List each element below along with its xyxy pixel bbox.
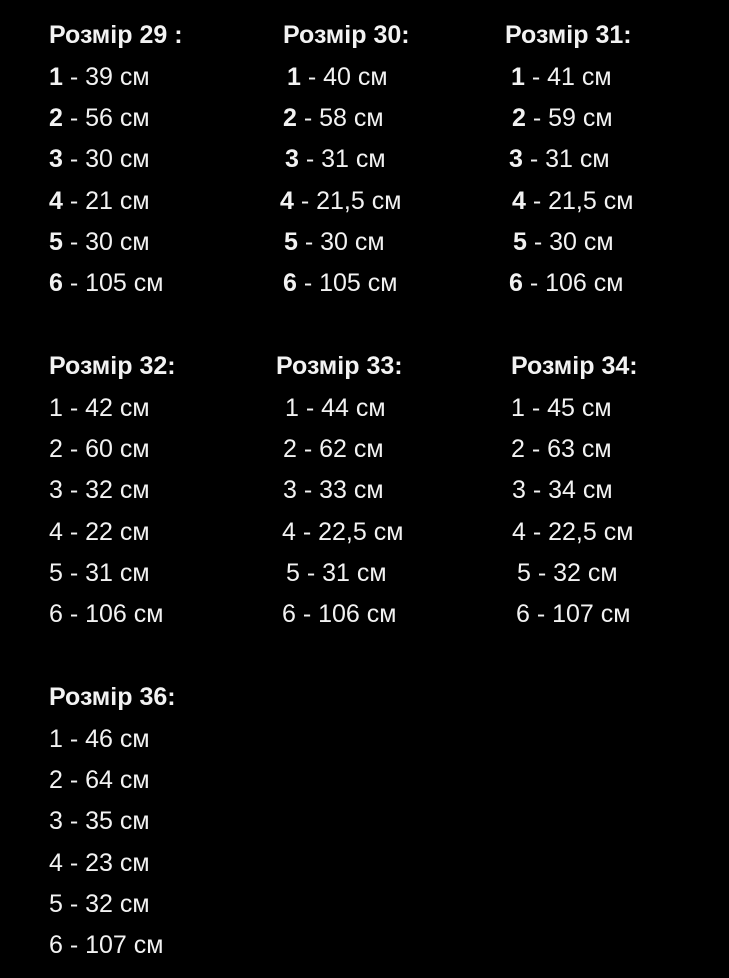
measurement-value: - 62 см	[296, 435, 384, 463]
measurement-row	[49, 599, 163, 629]
measurement-index: 3	[49, 145, 63, 173]
measurement-row	[283, 475, 384, 505]
measurement-index: 3	[509, 145, 523, 173]
measurement-index: 3	[285, 145, 299, 173]
measurement-row	[49, 434, 150, 464]
measurement-row	[511, 393, 612, 423]
measurement-row	[49, 930, 163, 960]
size-group-title: Розмір 32:	[49, 352, 176, 380]
measurement-value: - 21,5 см	[293, 187, 402, 215]
measurement-index: 3	[49, 807, 63, 835]
size-group-36	[49, 682, 269, 972]
measurement-row	[49, 558, 150, 588]
measurement-value: - 21,5 см	[525, 187, 634, 215]
measurement-row	[282, 599, 396, 629]
measurement-value: - 59 см	[525, 104, 613, 132]
measurement-row	[49, 475, 150, 505]
measurement-index: 1	[511, 394, 525, 422]
measurement-value: - 39 см	[62, 63, 150, 91]
measurement-index: 4	[280, 187, 294, 215]
size-group-title: Розмір 34:	[511, 352, 638, 380]
measurement-row	[49, 103, 150, 133]
measurement-row	[282, 517, 403, 547]
measurement-index: 2	[283, 435, 297, 463]
measurement-index: 4	[282, 518, 296, 546]
measurement-value: - 30 см	[297, 228, 385, 256]
measurement-row	[509, 268, 623, 298]
measurement-row	[49, 268, 163, 298]
measurement-index: 6	[49, 931, 63, 959]
measurement-row	[49, 806, 150, 836]
measurement-index: 4	[49, 849, 63, 877]
measurement-row	[511, 434, 612, 464]
measurement-row	[285, 393, 386, 423]
size-group-title: Розмір 29 :	[49, 21, 183, 49]
measurement-row	[49, 765, 150, 795]
measurement-index: 6	[49, 269, 63, 297]
measurement-value: - 35 см	[62, 807, 150, 835]
measurement-value: - 45 см	[524, 394, 612, 422]
measurement-index: 5	[286, 559, 300, 587]
measurement-row	[283, 103, 384, 133]
measurement-value: - 63 см	[524, 435, 612, 463]
measurement-index: 5	[49, 559, 63, 587]
measurement-row	[512, 475, 613, 505]
measurement-value: - 30 см	[62, 145, 150, 173]
measurement-value: - 41 см	[524, 63, 612, 91]
measurement-value: - 31 см	[522, 145, 610, 173]
measurement-value: - 42 см	[62, 394, 150, 422]
measurement-value: - 31 см	[298, 145, 386, 173]
measurement-value: - 44 см	[298, 394, 386, 422]
measurement-value: - 30 см	[62, 228, 150, 256]
measurement-value: - 22,5 см	[295, 518, 404, 546]
measurement-index: 4	[512, 187, 526, 215]
measurement-index: 6	[49, 600, 63, 628]
measurement-row	[516, 599, 630, 629]
measurement-row	[287, 62, 388, 92]
measurement-value: - 33 см	[296, 476, 384, 504]
measurement-row	[49, 227, 150, 257]
size-group-title: Розмір 30:	[283, 21, 410, 49]
measurement-index: 2	[511, 435, 525, 463]
measurement-row	[280, 186, 401, 216]
measurement-row	[49, 186, 150, 216]
measurement-value: - 56 см	[62, 104, 150, 132]
measurement-index: 5	[513, 228, 527, 256]
measurement-index: 4	[49, 187, 63, 215]
measurement-index: 6	[283, 269, 297, 297]
measurement-index: 1	[285, 394, 299, 422]
measurement-value: - 106 см	[295, 600, 397, 628]
size-group-33	[276, 351, 496, 641]
measurement-index: 2	[512, 104, 526, 132]
measurement-index: 5	[517, 559, 531, 587]
size-group-title: Розмір 36:	[49, 683, 176, 711]
measurement-value: - 30 см	[526, 228, 614, 256]
measurement-index: 2	[49, 766, 63, 794]
measurement-value: - 107 см	[62, 931, 164, 959]
measurement-index: 6	[516, 600, 530, 628]
size-group-title: Розмір 31:	[505, 21, 632, 49]
measurement-value: - 31 см	[62, 559, 150, 587]
measurement-row	[49, 848, 150, 878]
measurement-value: - 21 см	[62, 187, 150, 215]
measurement-row	[286, 558, 387, 588]
size-group-30	[280, 20, 493, 310]
measurement-value: - 32 см	[530, 559, 618, 587]
measurement-index: 5	[49, 890, 63, 918]
size-group-title: Розмір 33:	[276, 352, 403, 380]
measurement-row	[284, 227, 385, 257]
measurement-row	[517, 558, 618, 588]
measurement-value: - 106 см	[62, 600, 164, 628]
measurement-index: 1	[287, 63, 301, 91]
measurement-index: 2	[283, 104, 297, 132]
measurement-index: 2	[49, 104, 63, 132]
measurement-row	[283, 268, 397, 298]
measurement-value: - 107 см	[529, 600, 631, 628]
measurement-value: - 22 см	[62, 518, 150, 546]
measurement-index: 1	[49, 725, 63, 753]
measurement-value: - 40 см	[300, 63, 388, 91]
measurement-row	[49, 393, 150, 423]
measurement-row	[49, 144, 150, 174]
measurement-index: 4	[512, 518, 526, 546]
measurement-value: - 58 см	[296, 104, 384, 132]
size-group-31	[505, 20, 705, 310]
size-group-29	[49, 20, 269, 310]
measurement-index: 6	[509, 269, 523, 297]
measurement-value: - 32 см	[62, 890, 150, 918]
measurement-value: - 31 см	[299, 559, 387, 587]
measurement-row	[512, 103, 613, 133]
measurement-index: 3	[49, 476, 63, 504]
measurement-value: - 64 см	[62, 766, 150, 794]
measurement-row	[283, 434, 384, 464]
measurement-value: - 105 см	[62, 269, 164, 297]
measurement-value: - 46 см	[62, 725, 150, 753]
measurement-index: 3	[283, 476, 297, 504]
measurement-row	[49, 517, 150, 547]
measurement-index: 3	[512, 476, 526, 504]
measurement-index: 6	[282, 600, 296, 628]
measurement-index: 1	[49, 63, 63, 91]
measurement-index: 5	[49, 228, 63, 256]
measurement-row	[513, 227, 614, 257]
measurement-row	[49, 889, 150, 919]
measurement-row	[509, 144, 610, 174]
measurement-row	[285, 144, 386, 174]
measurement-value: - 106 см	[522, 269, 624, 297]
measurement-index: 4	[49, 518, 63, 546]
measurement-value: - 60 см	[62, 435, 150, 463]
size-group-34	[511, 351, 711, 641]
measurement-value: - 32 см	[62, 476, 150, 504]
measurement-row	[49, 62, 150, 92]
measurement-row	[511, 62, 612, 92]
measurement-value: - 22,5 см	[525, 518, 634, 546]
measurement-row	[512, 517, 633, 547]
measurement-row	[49, 724, 150, 754]
measurement-index: 5	[284, 228, 298, 256]
size-group-32	[49, 351, 269, 641]
measurement-row	[512, 186, 633, 216]
measurement-value: - 105 см	[296, 269, 398, 297]
measurement-value: - 34 см	[525, 476, 613, 504]
measurement-index: 1	[49, 394, 63, 422]
measurement-value: - 23 см	[62, 849, 150, 877]
measurement-index: 2	[49, 435, 63, 463]
measurement-index: 1	[511, 63, 525, 91]
